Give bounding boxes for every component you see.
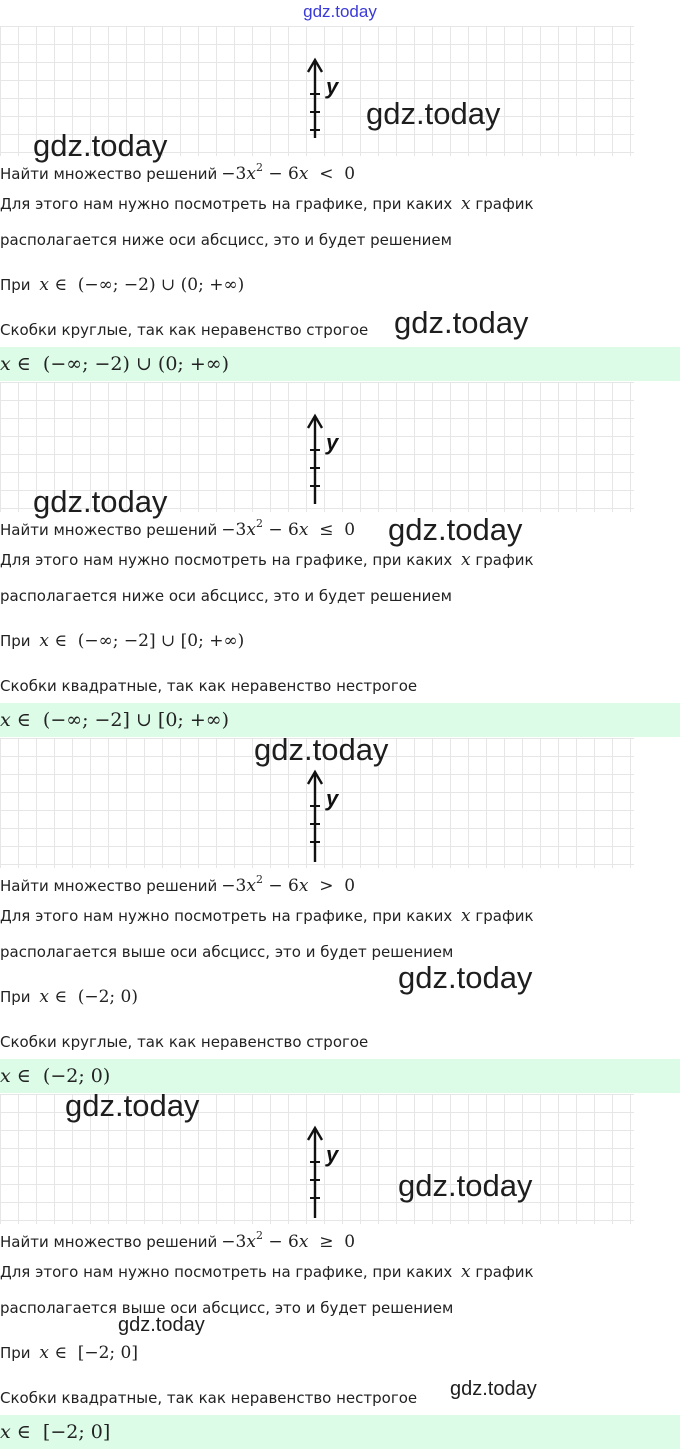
interval-line: При x ∈ (−∞; −2) ∪ (0; +∞) — [0, 275, 245, 295]
watermark: gdz.today — [388, 512, 523, 547]
watermark: gdz.today — [394, 305, 529, 340]
bracket-note: Скобки квадратные, так как неравенство нестрогое — [0, 1389, 418, 1407]
solution-block-1 — [0, 26, 680, 382]
explanation-line-2: располагается ниже оси абсцисс, это и будет решением — [0, 587, 452, 605]
y-axis — [305, 1094, 345, 1224]
bracket-note: Скобки круглые, так как неравенство строгое — [0, 321, 369, 339]
bracket-note: Скобки квадратные, так как неравенство нестрогое — [0, 677, 418, 695]
bracket-note: Скобки круглые, так как неравенство строгое — [0, 1033, 369, 1051]
axis-label-y: y — [326, 786, 339, 811]
watermark: gdz.today — [450, 1378, 537, 1400]
answer-box: x ∈ (−2; 0) — [0, 1059, 680, 1093]
axis-label-y: y — [326, 1142, 339, 1167]
interval-line: При x ∈ (−∞; −2] ∪ [0; +∞) — [0, 631, 245, 651]
task-line: Найти множество решений $-3x^2 - 6x \le 0$ — [0, 517, 356, 540]
task-line: Найти множество решений $-3x^2 - 6x < 0$ — [0, 161, 356, 184]
interval-line: При x ∈ [−2; 0] — [0, 1343, 139, 1363]
interval-line: При x ∈ (−2; 0) — [0, 987, 139, 1007]
answer-box: x ∈ [−2; 0] — [0, 1415, 680, 1449]
explanation-line-1: Для этого нам нужно посмотреть на графике, при каких x график — [0, 1262, 534, 1282]
explanation-line-1: Для этого нам нужно посмотреть на графике, при каких x график — [0, 906, 534, 926]
explanation-line-1: Для этого нам нужно посмотреть на графике, при каких x график — [0, 550, 534, 570]
watermark: gdz.today — [398, 960, 533, 995]
watermark: gdz.today — [33, 484, 168, 519]
solution-block-3 — [0, 738, 680, 1094]
y-axis — [305, 382, 345, 512]
axis-label-y: y — [326, 430, 339, 455]
watermark: gdz.today — [254, 732, 389, 767]
y-axis — [305, 26, 345, 156]
top-watermark: gdz.today — [303, 2, 377, 21]
watermark: gdz.today — [118, 1314, 205, 1336]
answer-box: x ∈ (−∞; −2) ∪ (0; +∞) — [0, 347, 680, 381]
solution-block-2 — [0, 382, 680, 738]
task-line: Найти множество решений $-3x^2 - 6x \ge 0$ — [0, 1229, 356, 1252]
axis-label-y: y — [326, 74, 339, 99]
solution-block-4 — [0, 1094, 680, 1450]
watermark: gdz.today — [65, 1088, 200, 1123]
answer-box: x ∈ (−∞; −2] ∪ [0; +∞) — [0, 703, 680, 737]
watermark: gdz.today — [398, 1168, 533, 1203]
explanation-line-2: располагается выше оси абсцисс, это и будет решением — [0, 943, 454, 961]
task-line: Найти множество решений $-3x^2 - 6x > 0$ — [0, 873, 356, 896]
explanation-line-2: располагается выше оси абсцисс, это и будет решением — [0, 1299, 454, 1317]
explanation-line-1: Для этого нам нужно посмотреть на графике, при каких x график — [0, 194, 534, 214]
explanation-line-2: располагается ниже оси абсцисс, это и будет решением — [0, 231, 452, 249]
watermark: gdz.today — [33, 128, 168, 163]
watermark: gdz.today — [366, 96, 501, 131]
